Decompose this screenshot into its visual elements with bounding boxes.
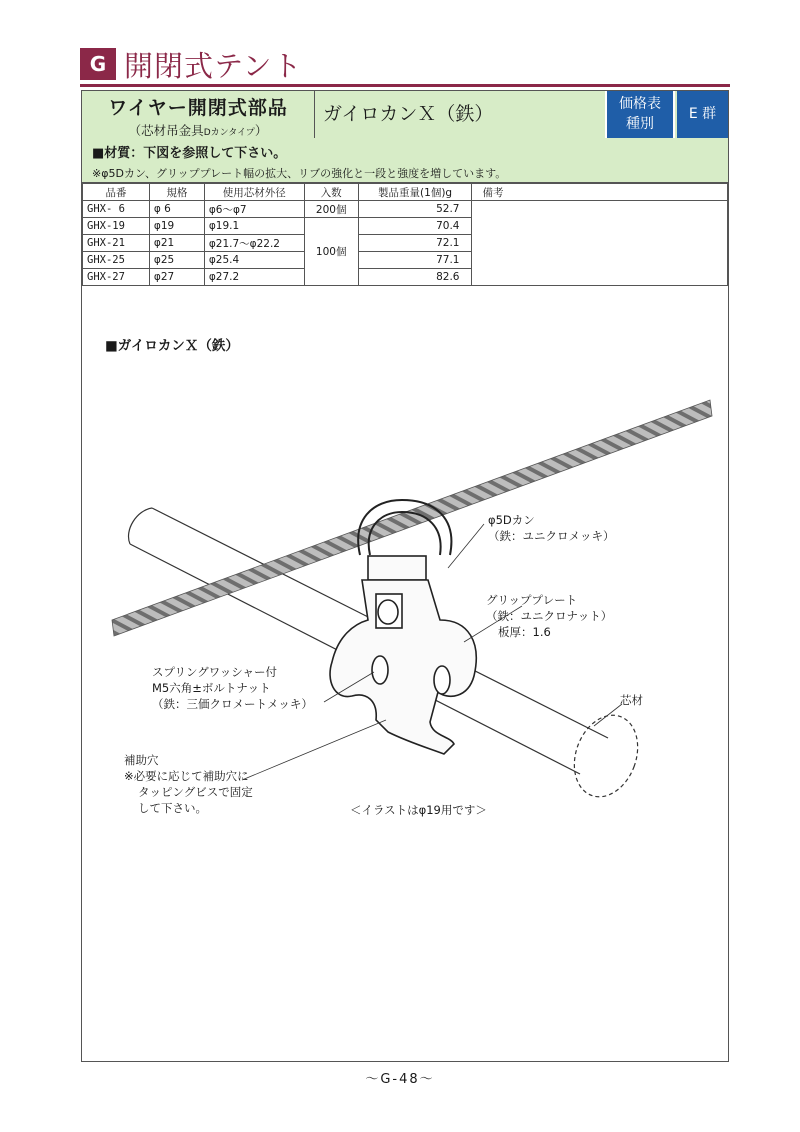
table-row (83, 201, 728, 218)
material-note (82, 138, 728, 183)
label-aux-hole: 補助穴 ※必要に応じて補助穴に タッピングビスで固定 して下さい。 (124, 753, 253, 815)
section-title: 開閉式テント (124, 48, 303, 83)
title-row (82, 91, 728, 139)
cell-diameter: φ21.7～φ22.2 (204, 235, 304, 252)
cell-weight: 82.6 (358, 269, 472, 286)
material-remark: ※φ5Dカン、グリッププレート幅の拡大、リブの強化と一段と強度を増しています。 (92, 167, 507, 180)
cell-weight: 52.7 (358, 201, 472, 218)
label-bolt-nut: スプリングワッシャー付 M5六角±ボルトナット （鉄：三価クロメートメッキ） (152, 665, 313, 711)
cell-spec: φ25 (149, 252, 204, 269)
cell-weight: 77.1 (358, 252, 472, 269)
illustration-caption: ＜イラストはφ19用です＞ (350, 803, 487, 817)
col-header-diameter: 使用芯材外径 (204, 184, 304, 201)
cell-notes (472, 201, 728, 286)
cell-diameter: φ6～φ7 (204, 201, 304, 218)
cell-diameter: φ19.1 (204, 218, 304, 235)
cell-spec: φ 6 (149, 201, 204, 218)
material-line: ■材質：下図を参照して下さい。 (92, 146, 287, 161)
product-name: ガイロカンＸ（鉄） (323, 103, 494, 125)
cell-qty: 200個 (304, 201, 358, 218)
product-category-sub: （芯材吊金具Dカンタイプ） (128, 123, 268, 138)
label-core: 芯材 (620, 693, 643, 707)
product-category-main: ワイヤー開閉式部品 (108, 97, 288, 119)
cell-weight: 70.4 (358, 218, 472, 235)
cell-diameter: φ25.4 (204, 252, 304, 269)
spec-table (82, 183, 728, 286)
illustration-title: ■ガイロカンＸ（鉄） (105, 338, 239, 354)
page-number: ～G-48～ (365, 1072, 435, 1087)
cell-code: GHX-27 (83, 269, 150, 286)
cell-code: GHX-25 (83, 252, 150, 269)
col-header-spec: 規格 (149, 184, 204, 201)
cell-spec: φ19 (149, 218, 204, 235)
section-header (80, 44, 303, 84)
cell-spec: φ21 (149, 235, 204, 252)
cell-code: GHX-19 (83, 218, 150, 235)
col-header-weight: 製品重量(1個)g (358, 184, 472, 201)
label-d-ring: φ5Dカン （鉄：ユニクロメッキ） (488, 513, 615, 543)
price-table-label: 価格表 種別 (605, 91, 675, 138)
cell-qty: 100個 (304, 218, 358, 286)
cell-weight: 72.1 (358, 235, 472, 252)
header-rule (80, 84, 730, 87)
cell-code: GHX- 6 (83, 201, 150, 218)
col-header-qty: 入数 (304, 184, 358, 201)
section-badge: G (80, 48, 116, 80)
label-grip-plate: グリッププレート （鉄：ユニクロナット） 板厚：1.6 (486, 593, 613, 639)
cell-diameter: φ27.2 (204, 269, 304, 286)
cell-code: GHX-21 (83, 235, 150, 252)
col-header-code: 品番 (83, 184, 150, 201)
cell-spec: φ27 (149, 269, 204, 286)
table-header-row (83, 184, 728, 201)
product-category (82, 91, 315, 138)
grip-plate-clamp (330, 556, 476, 754)
col-header-notes: 備考 (472, 184, 728, 201)
price-group-badge: E 群 (677, 91, 728, 138)
